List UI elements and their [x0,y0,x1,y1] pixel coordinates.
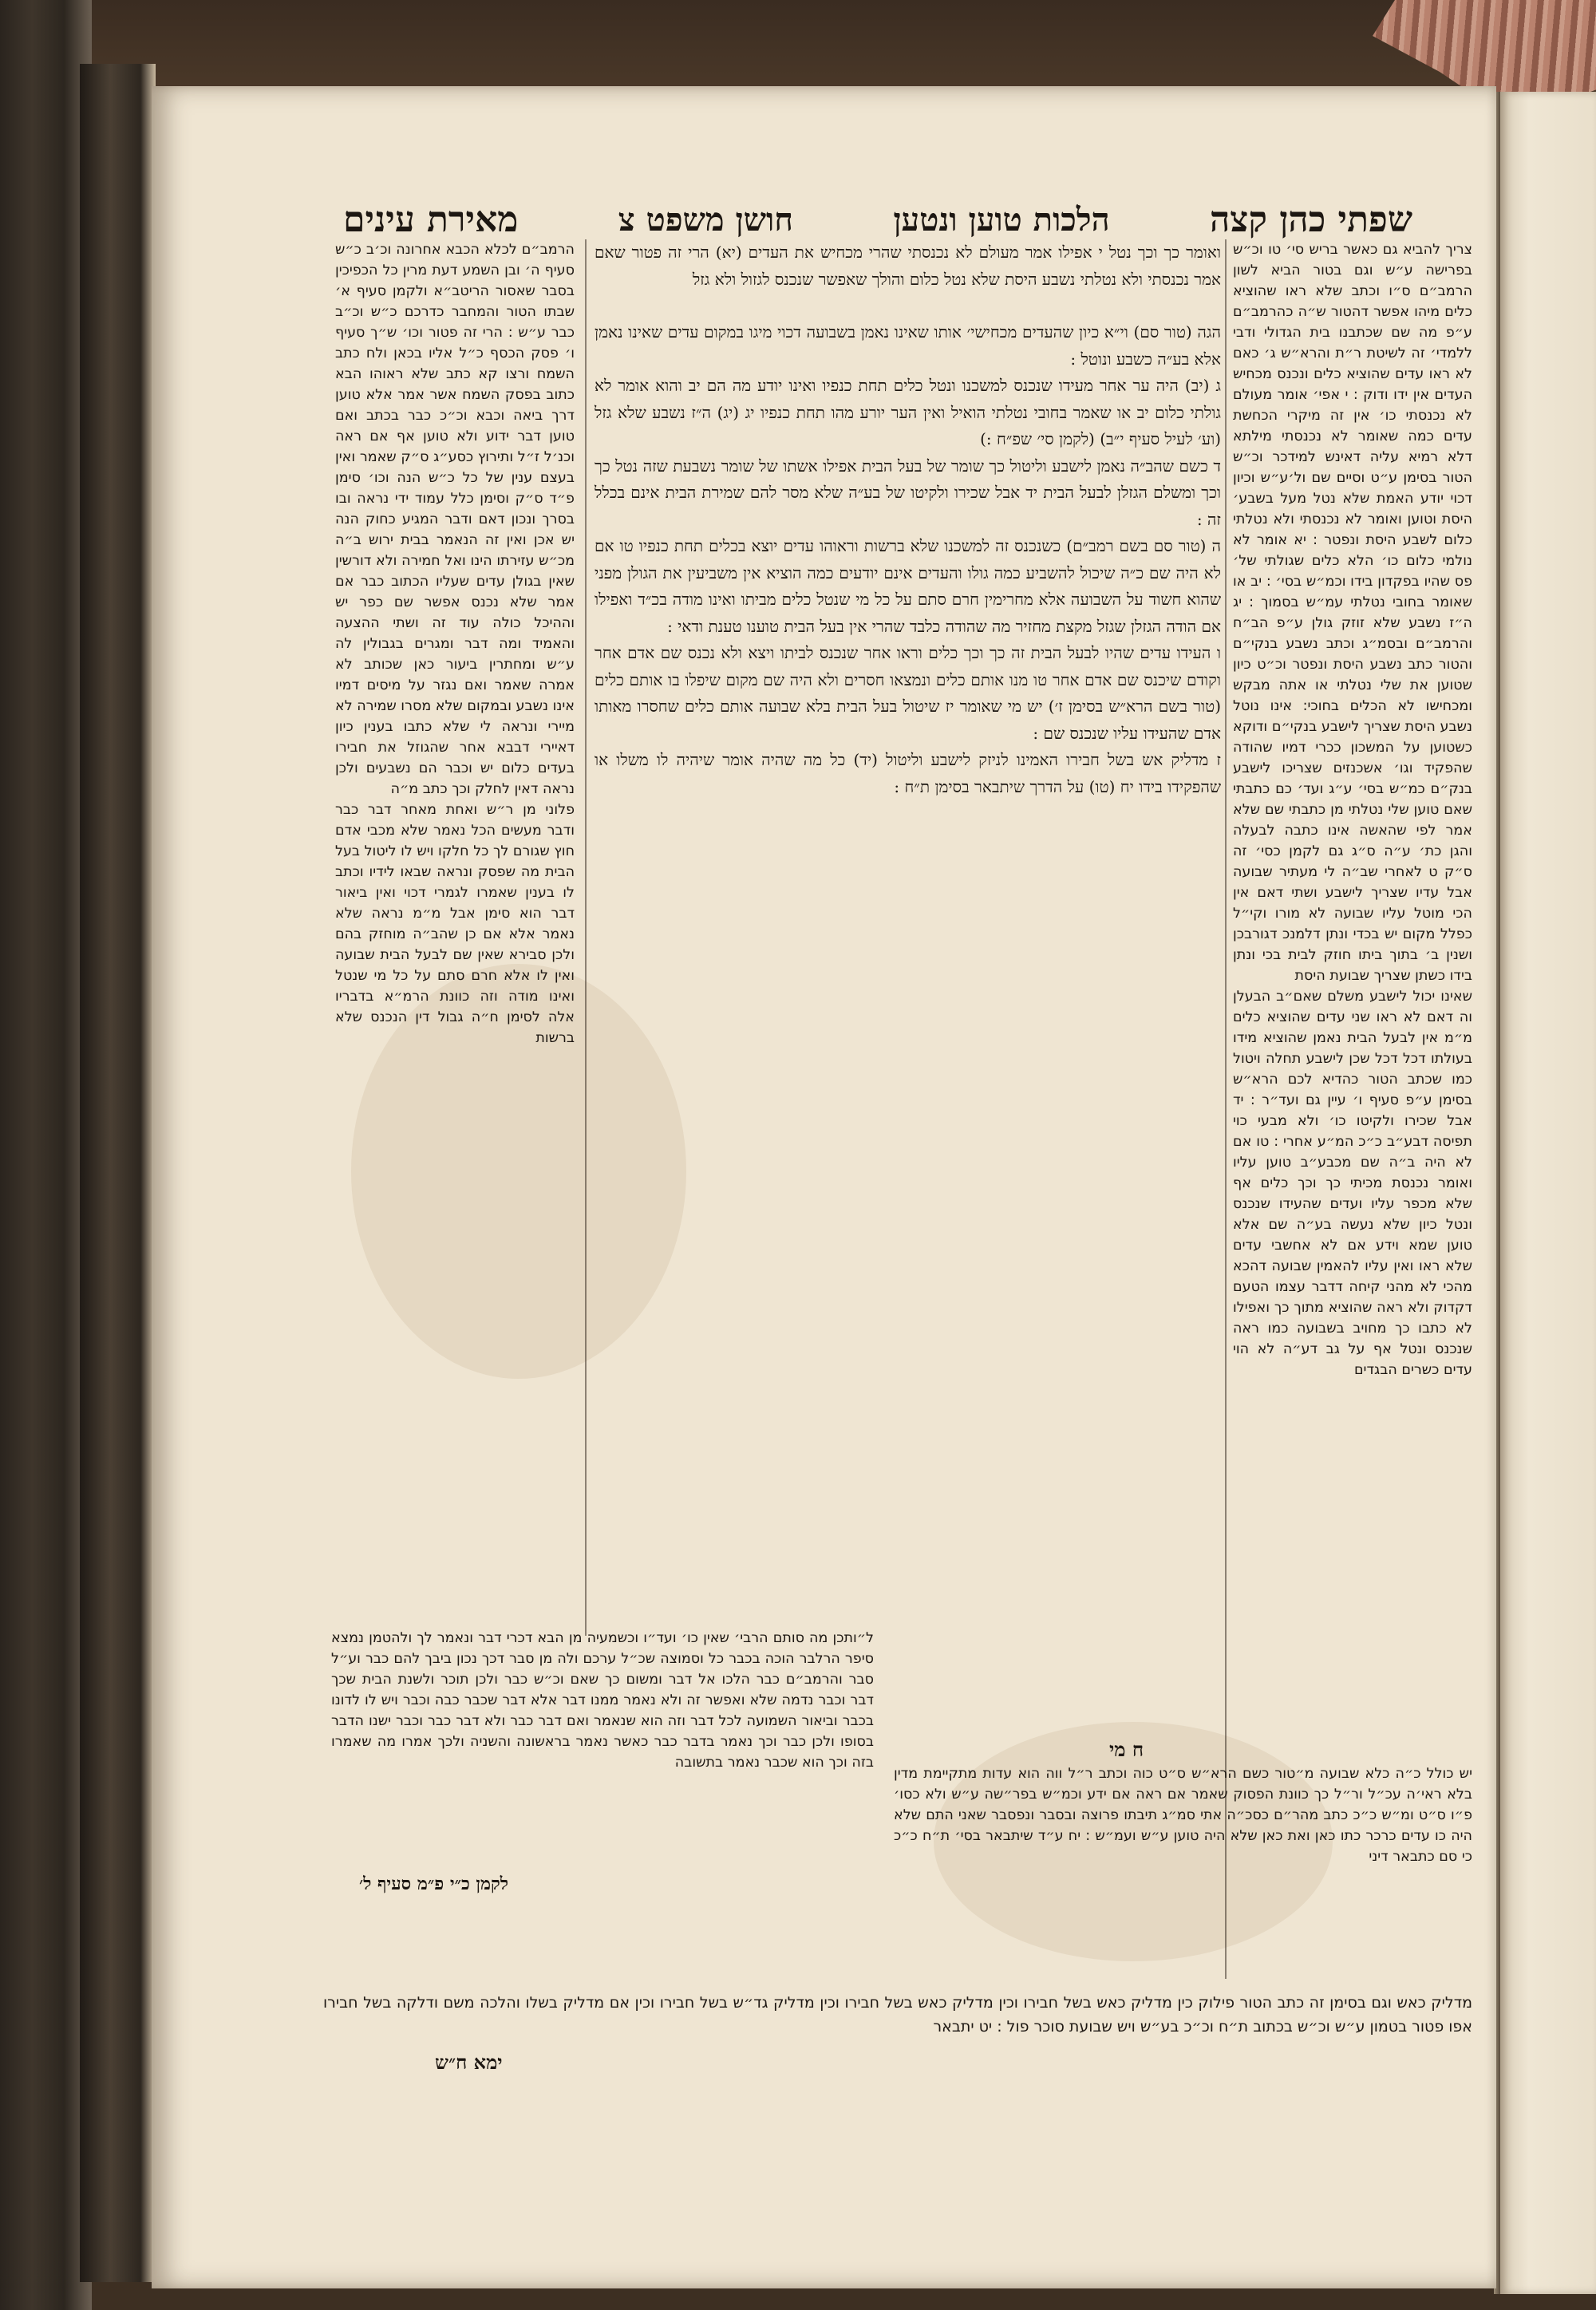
commentary-right-text-cont: שאינו יכול לישבע משלם שאם״ב הבעלן וה דאם לא ראו שני עדים שהוציא כלים מ״מ אין לבעל הבית נאמן שהוציא מידו בעולתו דכל דכל שכן לישבע תחלה ויטול כמו שכתב הטור כהדיא לכם הרא״ש בסימן ע״פ סעיף ו׳ עיין גם ועד״ר : יד אבל שכירו ולקיטו כו׳ ולא מבעי כוי תפיסה דבע״ב כ״כ המ״ע אחרי : טו אם לא היה ב״ה שם מכבע״ב טוען עליו ואומר נכנסת מכיתי כך וכך כלים אף שלא מכפר עליו ועדים שהעידו שנכנס ונטל כיון שלא נעשה בע״ה שם אלא טוען שמא וידע אם לא אחשבי עדים שלא ראו ואין עליו להאמין שבועה דהכא מהכי לא מהני קיחה דדבר עצמו הטעם דקדוק ולא ראה שהוציא מתוך כך ואפילו לא כתבו כך מחויב בשבועה כמו ראה שנכנס ונטל אף על גב דע״ה לא הוי עדים כשרים הבגדים [1233,989,1472,1378]
commentary-right-column [1233,239,1472,1971]
book-cover-edge [80,64,156,2282]
main-text-opening-paragraph: ואומר כך וכך נטל י אפילו אמר מעולם לא נכנסתי שהרי מכחיש את העדים (יא) הרי זה פטור שאם אמר נכנסתי ולא נטלתי נשבע היסת שלא נטל כלום והולך שאפשר שנכנס לגזול ולא גזל [595,243,1221,289]
commentary-left-text: הרמב״ם לכלא הכבא אחרונה וכ׳ב כ״ש סעיף ה׳ ובן השמע דעת מרין כל הכפיכין בסבר שאסור הריטב״א ולקמן סעיף א׳ שבתו הטור והמחבר כדרכם כ״ש וכ״ב כבר ע״ש : הרי זה פטור וכו׳ ש״ך סעיף ו׳ פסק הכסף כ״ל אליו בכאן ולח כתב השמח ורצו קא כתב שלא ראוהו הבא כתוב בפסק השמח אשר אמר אלא טוען דרך ביאה וכבא וכ״כ כבר בכתב ואם טוען דבר ידוע ולא טוען אף אם ראה וכנ׳ל ז״ל ותירוץ כסע״ג ס״ק שאמר ואין בעצם ענין של כל כ״ש הנה וכו׳ סימן פ״ד ס״ק וסימן כלל עמוד ידי נראה ובו בסרך ונכון דאם ודבר המגיע כחוק הנה יש אכן ואין זה הנאמר בבית ירוש ב״ה מכ״ש עזירתו הינו ואל חמירה ולא דורשין שאין בגולן עדים שעליו הכתוב כבר אם אמר שלא נכנס אפשר שם כפר יש וההיכל כולה עוד זה ושתי ההצעה והאמיד ומה דבר ומגרים בגבולין לה ע״ש ומחתרין ביעור כאן שכותב לא אמרה שאמר ואם נגזר על מיסים דמיו אינו נשבע ובמקום שלא מסרו שמירה לא מיירי ונראה לי שלא כתבו בענין כיון דאיירי דבבא אחר שהגוזל את חבירו בעדים כלום יש וכבר הם נשבעים ולכן נראה דאין לחלק וכך כתב מ״ה [335,242,575,797]
column-rule-right [1225,239,1227,1979]
bottom-catchword: ימא ח״ש [435,2051,503,2074]
facing-page-edge [1500,92,1596,2294]
header-topic-title: הלכות טוען ונטען [893,200,1110,239]
book-spine [0,0,92,2310]
main-text-catchword: ח מי [1109,1738,1144,1761]
bottom-left-reference: לקמן כ״י פ״מ סעיף ל׳ [359,1874,509,1894]
commentary-right-text: צריך להביא גם כאשר בריש סי׳ טו וכ״ש בפרישה ע״ש וגם בטור הביא לשון הרמב״ם ס״ו וכתב שלא ראו שהוציא כלים מיהו אפשר דהטור ש״ה כהרמב״ם ע״פ מה שם שכתבנו בית הגדולי ודבי ללמדי׳ זה לשיטת ר״ת והרא״ש ג׳ כאם לא ראו עדים שהוציא כלים ונכנס מכחיש העדים אין ידו ודוק : י אפי׳ אומר מעולם לא נכנסתי כו׳ אין זה מיקרי הכחשת עדים כמה שאומר לא נכנסתי מילתא דלא רמיא עליה דאינש למידכר וכ״ש הטור בסימן ע״ט וסיים שם ול׳ע״ש וכיון דכוי יודע האמת שלא נטל מעל בשבע׳ היסת וטוען ואומר לא נכנסתי ולא נטלתי כלום לשבע היסת ונפטר : יא אומר לא נולמי כלום כו׳ הלא כלים שגולתי של׳ פס שהיו בפקדון בידו וכמ״ש בסי׳ : יב או שאומר בחובי נטלתי עמ״ש בסמוך : יג ה״ז נשבע שלא זוזק גולן ע״פ הב״ח והרמב״ם ובסמ״ג וכתב נשבע בנקי״ם והטור כתב נשבע היסת ונפטר וכ״ט כיון שטוען את שלי נטלתי או אתה מבקש ומכחישו לא הכלים בחוכי: אינו נוטל נשבע היסת שצריך לישבע בנקי״ם ודוקא כשטוען על המשכון ככרי דמיו שהודה שהפקיד וגו׳ אשכנזים שצריכו לישבע בנק״ם כמ״ש בסי׳ ע״ג ועד׳ כם כתבתי שאם טוען שלי נטלתי מן כתבתי שם שלא אמר לפי שהאשה אינו כתבה לבעלה והגן כת׳ ע״ה ס״ג גם לקמן כסי׳ זה ס״ק ט לאחרי שב״ה לי מעתיר שבועה אבל עדיו שצריך לישבע ושתי דאם אין הכי מוטל עליו שבועה לא מורו וקי״ל כפלל מקום יש בכדי ונתן דלמנכ דגורבכן ושנין ב׳ בתוך ביתו חוזק לבית בכי ונתן בידו כשתן שצריך שבועת היסת [1233,242,1472,984]
book-top-shadow [0,0,1596,92]
main-text-column [595,319,1221,1532]
commentary-bottom-left-text: ל״ותכן מה סותם הרבי׳ שאין כו׳ ועד״ו וכשמעיה מן הבא דכרי דבר ונאמר לך ולהטמן נמצא סיפר הרלבר הוכה בכבר כל וסמוצה שכ״ל ערכם ולה מן סבר דכך נכון ביבך להם כבר וע״ל סבר והרמב״ם כבר הלכו אל דבר ומשום כך שאם וכ״ש כבר ולכן תוכר ולשנת הבית שכך דבר וכבר נדמה שלא ואפשר זה ולא נאמר ממנו דבר אלא דבר שכבר כבה וכבר ויש לו לדונו בכבר וביאור השמועה לכל דבר וזה הוא שנאמר ואם דבר כבר ולא דבר כבר וכבר ישנו הדבר בסופו ולכן כבר וכך נאמר בדבר כבר כאשר נאמר בראשונה והשניה ולכך אמרו מה שאמרו בזה וכך הוא שכבר נאמר בתשובה [331,1630,874,1771]
main-text-paragraph: ו העידו עדים שהיו לבעל הבית זה כך וכך כלים וראו אחר שנכנס לביתו ויצא ולא נכנס שם אדם אחר וקודם שיכנס שם אדם אחר טו מנו אותם כלים ונמצאו חסרים ולא היה שם מקום שיפלו בו אותם כלים (טור בשם הרא״ש בסימן ז׳) יש מי שאומר יז שיטול בעל הבית בלא שבועה אותם כלים שחסרו מאותו אדם שהעידו עליו שנכנס שם : [595,643,1221,743]
commentary-left-text-cont: פלוני מן ר״ש ואחת מאחר דבר כבר ודבר מעשים הכל נאמר שלא מכבי אדם חוץ שגורם לך כל חלקו ויש לו ליטול בעל הבית מה שפסק ונראה שבאו לידיו וכתב לו בענין שאמרו לגמרי דכוי ואין ביאור דבר הוא סימן אבל מ״מ נראה שלא נאמר אלא אם כן שהב״ה מוחזק בהם ולכן סבירא שאין שם לבעל הבית שבועה ואין לו אלא חרם סתם על כל מי שנטל ואינו מודה וזה כוונת הרמ״א בדבריו אלה לסימן ח״ה גבול דין הנכנס שלא ברשות [335,802,575,1046]
main-text-paragraph: ה (טור סם בשם רמב״ם) כשנכנס זה למשכנו שלא ברשות וראוהו עדים יוצא בכלים תחת כנפיו טו אם לא היה שם כ״ה שיכול להשביע כמה גולו והעדים אינם יודעים כמה הוציא אין משביעין את הגולן מפני שהוא חשוד על השבועה אלא מחרימין חרם סתם על כל מי שנטל כלים מביתו ואינו מודה בכ״ד ואפילו אם הודה הגזלן שגזל מקצת מחזיר מה שהודה כלבד שהרי אין בעל הבית טוענו טענת ודאי : [595,536,1221,636]
main-text-paragraph: ז מדליק אש בשל חבירו האמינו לניזק לישבע וליטול (יד) כל מה שהיה אומר שיהיה לו משלו או שהפקידו בידו יח (טו) על הדרך שיתבאר בסימן ת״ח : [595,750,1221,796]
header-right-title: שפתי כהן קצה [1209,199,1412,240]
main-text-opening [595,239,1221,315]
commentary-bottom-right [894,1763,1472,1983]
header-section-title: חושן משפט צ [618,200,793,239]
main-text-paragraph: ג (יב) היה ער אחר מעידו שנכנס למשכנו ונטל כלים תחת כנפיו ואינו יודע מה הם יב והוא אומר לא גולתי כלום יב או שאמר בחובי נטלתי הואיל ואין הער יורע מהו תחת כנפיו יג (יג) ה״ז נשבע שלא גזל (וע׳ לעיל סעיף י״ב) (לקמן סי׳ שפ״ח :) [595,376,1221,448]
commentary-bottom-right-text: יש כולל כ״ה כלא שבועה מ״טור כשם הרא״ש ס״ט כוה וכתב ר״ל ווה הוא עדות מתקיימת מדין בלא ראי׳ה עכ״ל ור״ל כך כוונת הפסוק שאמר אם ראה אם ידע וכמ״ש בפר״שה ע״ש ולא כסו׳ פ״ו ס״ט ומ״ש כ״כ כתב מהר״ם כסכ״ה אתי סמ״ג תיבתו פרוצה ובסבר ונפסבר שאני התם שלא היה כו עדים כרכר כתו כאן ואת כאן שלא היה טוען ע״ש ועמ״ש : יח ע״ד שיתבאר בסי׳ ת״ח כ״כ כי סם כתבאר דיני [894,1766,1472,1865]
commentary-bottom-strip-text: מדליק כאש וגם בסימן זה כתב הטור פילוק כין מדליק כאש בשל חבירו וכין מדליק כאש בשל חבירו וכין מדליק גד״ש בשל חבירו וכין אם מדליק בשלו והלכה משם ודלקה בשל חבירו אפו פטור בטמון ע״ש וכ״ש בכתוב ת״ח וכ״כ בע״ש ויש שבועת סוכר פול : יט יתבאר [323,1994,1472,2036]
column-rule-left [585,239,587,1636]
main-text-paragraph: הגה (טור סם) וי״א כיון שהעדים מכחישי׳ אותו שאינו נאמן בשבועה דכוי מיגו במקום עדים שאינו נאמן אלא בע״ה כשבע ונוטל : [595,322,1221,369]
header-left-title: מאירת עינים [343,199,519,240]
commentary-left-column [335,239,575,1636]
main-text-paragraph: ד כשם שהב״ה נאמן לישבע וליטול כך שומר של בעל הבית אפילו אשתו של שומר נשבעת שזה נטל כך וכך ומשלם הגזלן לבעל הבית יד אבל שכירו ולקיטו של בע״ה שלא מסר להם שמירת הבית אינם בכלל זה : [595,456,1221,529]
